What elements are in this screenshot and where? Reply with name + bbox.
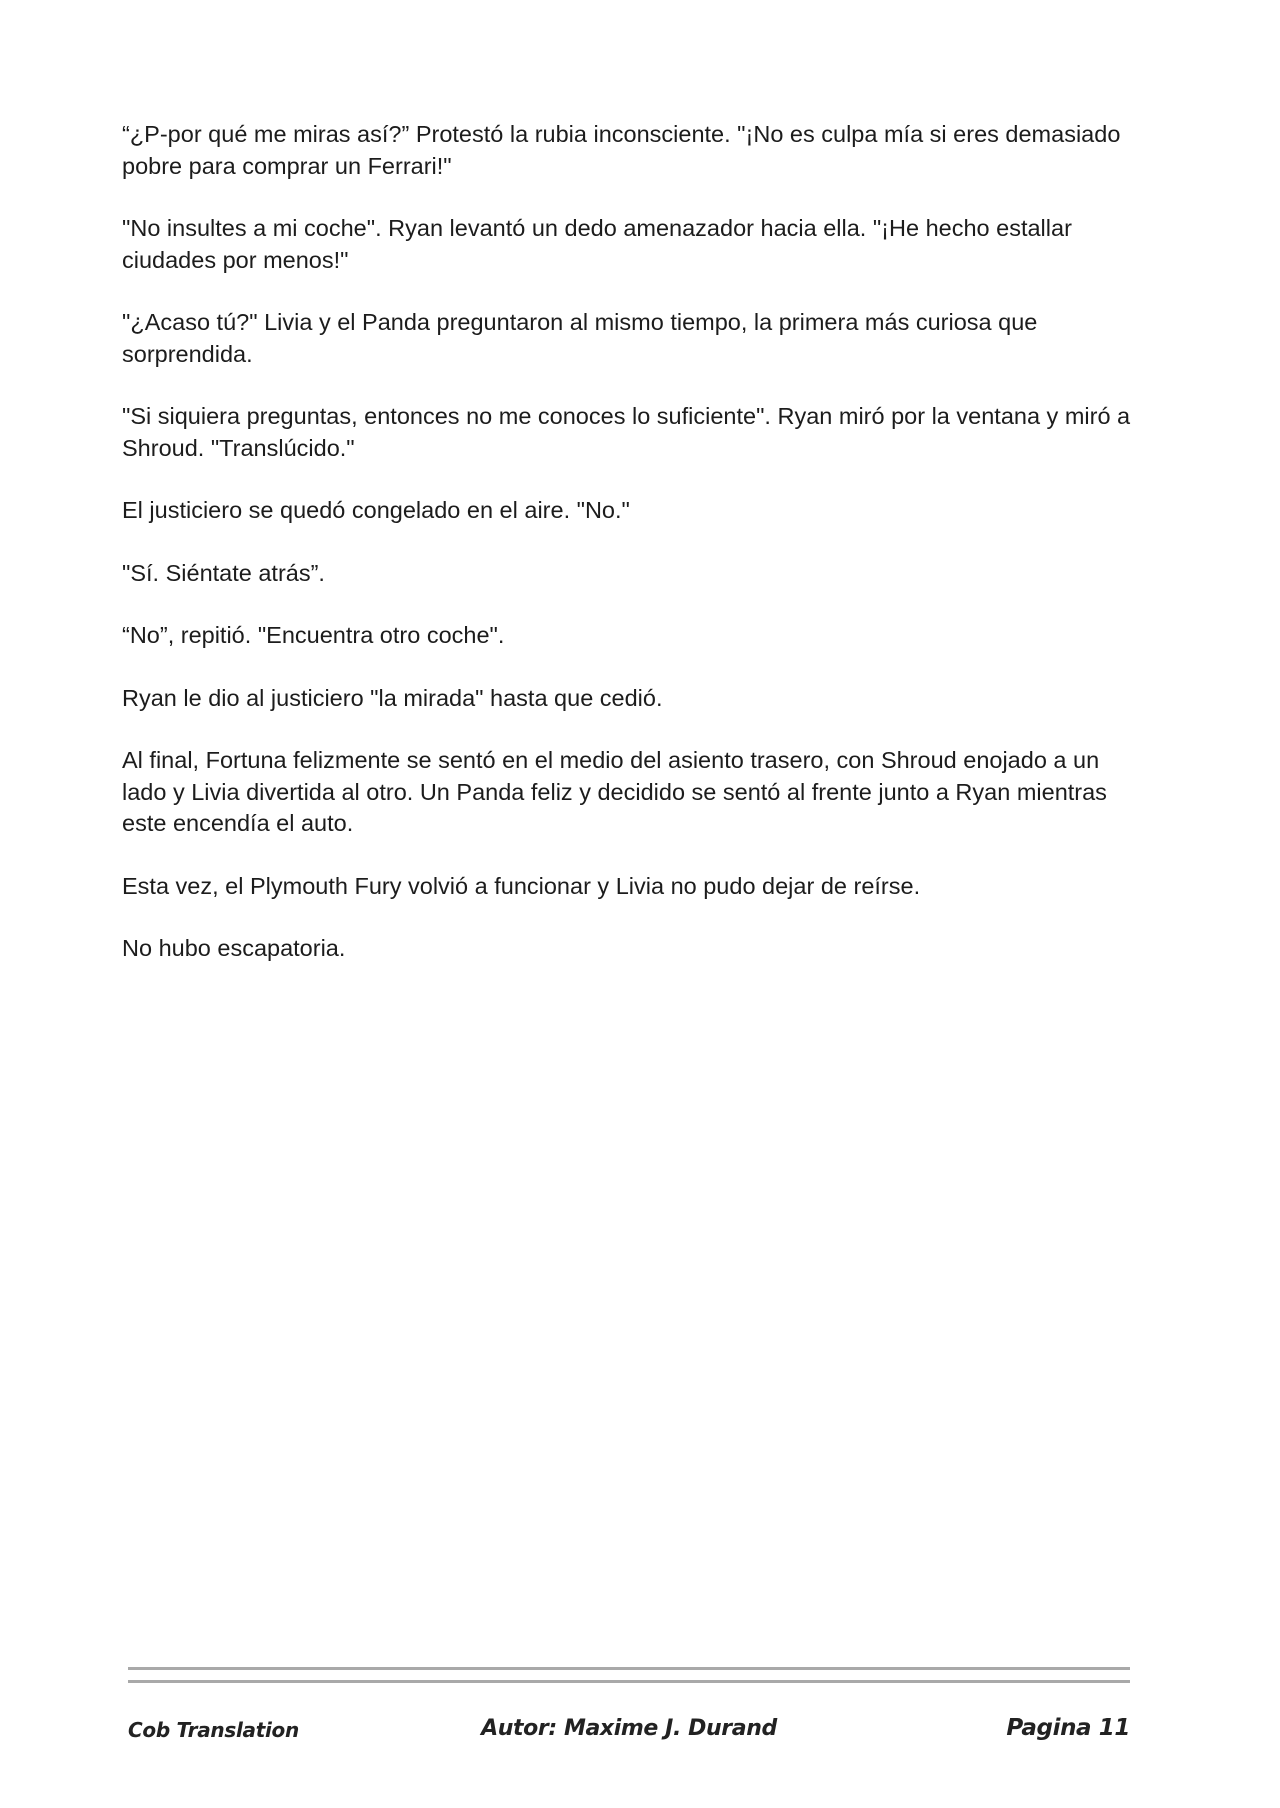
footer-rule-bottom — [128, 1680, 1130, 1683]
page-footer — [128, 1712, 1130, 1744]
paragraph-11: No hubo escapatoria. — [122, 935, 346, 961]
footer-rule-top — [128, 1667, 1130, 1670]
footer-translator: Cob Translation — [128, 1718, 299, 1742]
paragraph-8: Ryan le dio al justiciero "la mirada" hasta que cedió. — [122, 684, 663, 711]
footer-author: Autor: Maxime J. Durand — [481, 1716, 777, 1741]
paragraph-9: Al final, Fortuna felizmente se sentó en el medio del asiento trasero, con Shroud enojado a un lado y Livia divertida al otro. Un Panda feliz y decidido se sentó al frente junto a Ryan mientras este encendía el auto. — [122, 747, 1107, 836]
paragraph-7: “No”, repitió. "Encuentra otro coche". — [122, 622, 505, 648]
paragraph-1: “¿P-por qué me miras así?” Protestó la rubia inconsciente. "¡No es culpa mía si eres demasiado pobre para comprar un Ferrari!" — [122, 121, 1121, 179]
paragraph-4: "Si siquiera preguntas, entonces no me conoces lo suficiente". Ryan miró por la ventana y miró a Shroud. "Translúcido." — [122, 403, 1131, 461]
paragraph-5: El justiciero se quedó congelado en el aire. "No." — [122, 497, 630, 523]
paragraph-6: "Sí. Siéntate atrás”. — [122, 559, 325, 586]
footer-divider — [128, 1667, 1130, 1683]
footer-page-number: Pagina 11 — [1006, 1715, 1130, 1741]
paragraph-10: Esta vez, el Plymouth Fury volvió a funcionar y Livia no pudo dejar de reírse. — [122, 872, 921, 899]
paragraph-3: "¿Acaso tú?" Livia y el Panda preguntaron al mismo tiempo, la primera más curiosa que sorprendida. — [122, 309, 1038, 367]
paragraph-2: "No insultes a mi coche". Ryan levantó un dedo amenazador hacia ella. "¡He hecho estallar ciudades por menos!" — [122, 215, 1072, 273]
body-text — [122, 119, 1142, 996]
